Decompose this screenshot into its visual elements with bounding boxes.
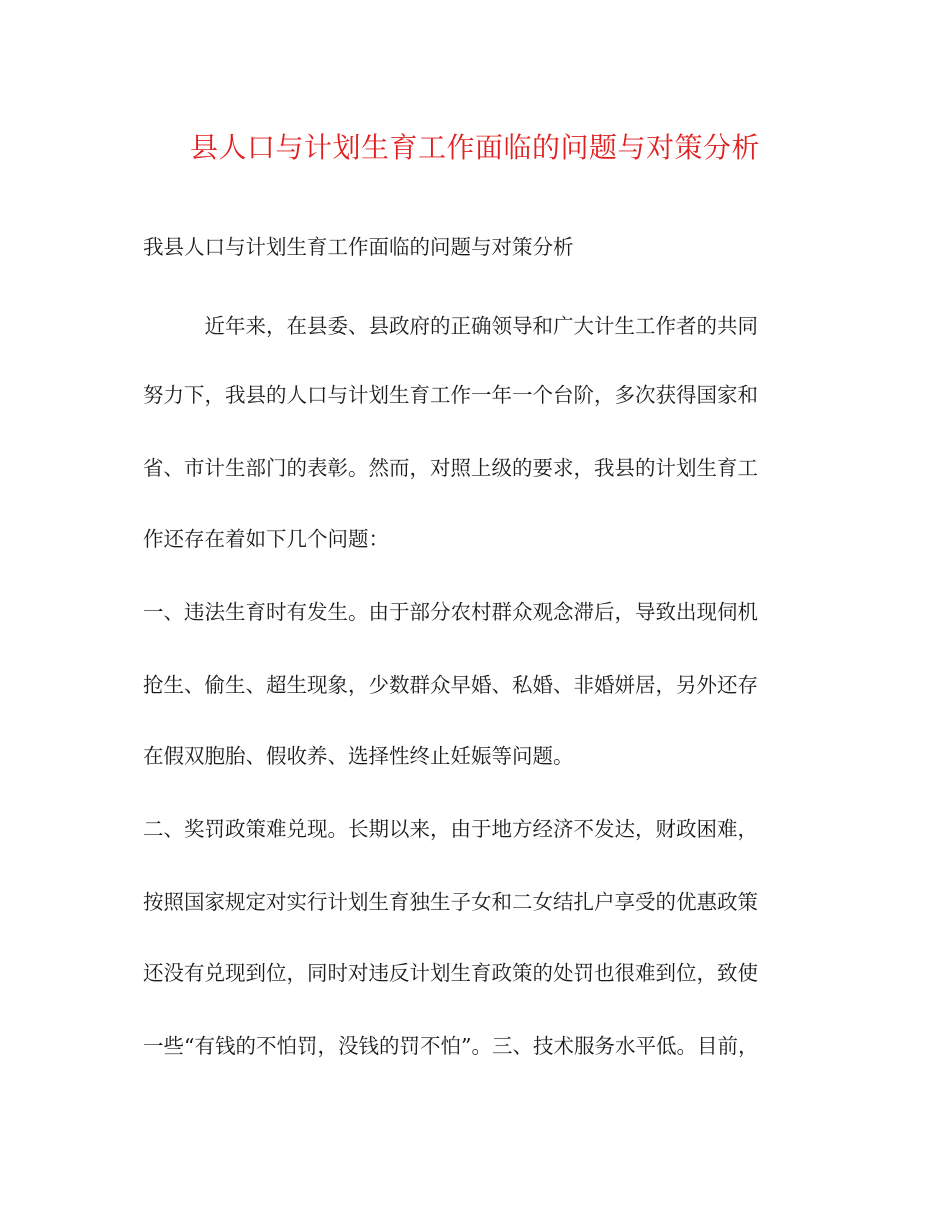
body-line: 一、违法生育时有发生。由于部分农村群众观念滞后，导致出现伺机	[143, 600, 758, 624]
body-line: 按照国家规定对实行计划生育独生子女和二女结扎户享受的优惠政策	[143, 890, 758, 914]
body-line: 努力下，我县的人口与计划生育工作一年一个台阶，多次获得国家和	[143, 383, 758, 407]
body-line: 在假双胞胎、假收养、选择性终止妊娠等问题。	[143, 744, 574, 768]
body-line: 一些“有钱的不怕罚，没钱的罚不怕”。三、技术服务水平低。目前，	[143, 1034, 759, 1058]
body-line-subtitle: 我县人口与计划生育工作面临的问题与对策分析	[143, 235, 574, 259]
body-line: 还没有兑现到位，同时对违反计划生育政策的处罚也很难到位，致使	[143, 961, 758, 985]
body-line: 作还存在着如下几个问题：	[143, 527, 389, 551]
body-line: 抢生、偷生、超生现象，少数群众早婚、私婚、非婚姘居，另外还存	[143, 673, 758, 697]
body-line: 近年来，在县委、县政府的正确领导和广大计生工作者的共同	[143, 314, 758, 338]
document-title: 县人口与计划生育工作面临的问题与对策分析	[189, 131, 760, 164]
body-line: 省、市计生部门的表彰。然而，对照上级的要求，我县的计划生育工	[143, 456, 758, 480]
body-line: 二、奖罚政策难兑现。长期以来，由于地方经济不发达，财政困难，	[143, 817, 758, 841]
